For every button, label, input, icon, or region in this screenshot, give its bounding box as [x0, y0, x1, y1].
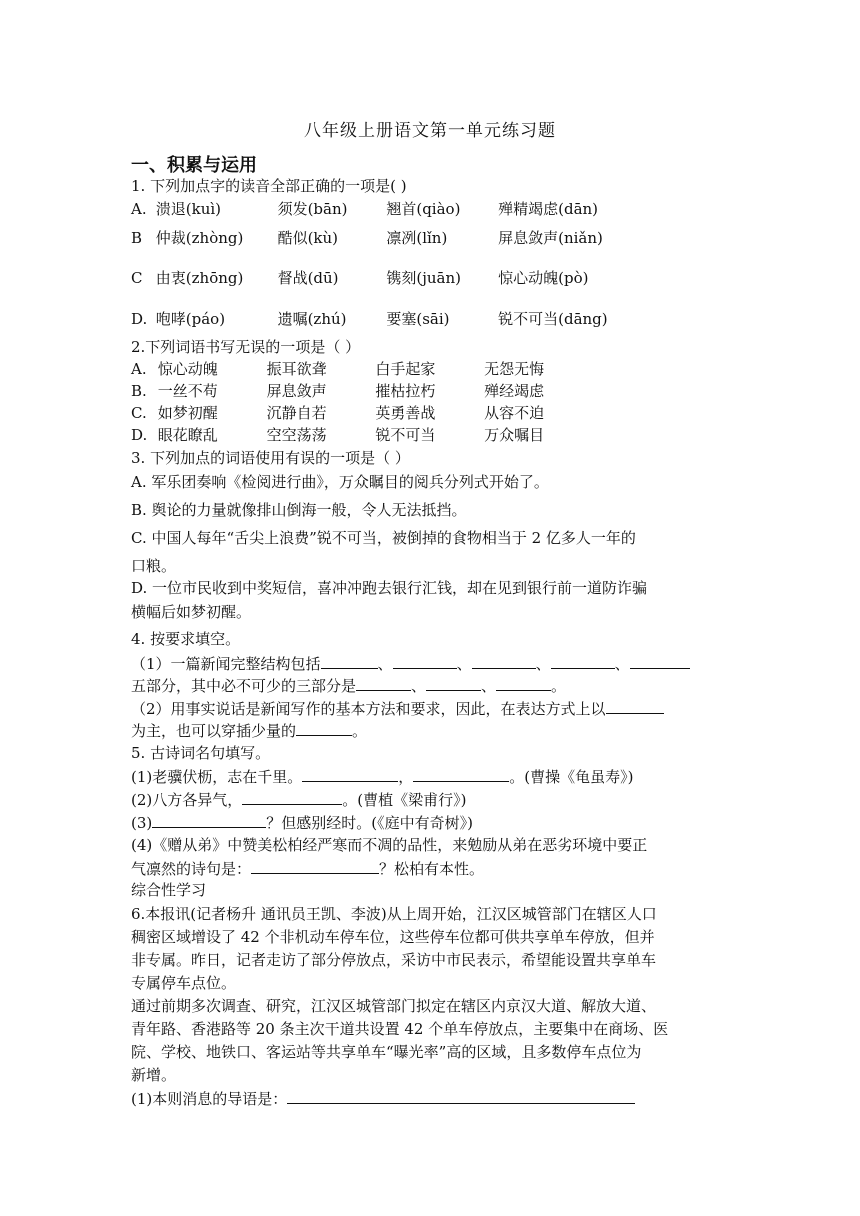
- option-item: 酷似(kù): [277, 229, 339, 247]
- option-item: 沉静自若: [266, 404, 327, 422]
- option-item: 从容不迫: [484, 404, 545, 422]
- option-item: 殚经竭虑: [484, 382, 545, 400]
- option-item: 咆哮(páo): [155, 310, 226, 328]
- section-heading: 一、积累与运用: [131, 155, 257, 176]
- q5-text: (3): [131, 814, 153, 832]
- option-item: 眼花瞭乱: [157, 426, 218, 444]
- option-item: 由衷(zhōng): [155, 269, 244, 287]
- option-item: 锐不可当: [375, 426, 436, 444]
- q4-text: 为主，也可以穿插少量的: [131, 722, 297, 740]
- q3-option-c: C. 中国人每年“舌尖上浪费”锐不可当，被倒掉的食物相当于 2 亿多人一年的: [131, 529, 636, 547]
- answer-blank[interactable]: [472, 652, 536, 669]
- option-item: 如梦初醒: [157, 404, 218, 422]
- q5-line4: (4)《赠从弟》中赞美松柏经严寒而不凋的品性，来勉励从弟在恶劣环境中要正: [131, 836, 648, 854]
- q5-text: 气凛然的诗句是：: [131, 860, 252, 878]
- option-label: D.: [131, 426, 148, 444]
- comp-paragraph-line: 专属停车点位。: [131, 974, 237, 992]
- q2-option-a: [131, 358, 544, 380]
- q3-option-b: B. 舆论的力量就像排山倒海一般，令人无法抵挡。: [131, 501, 467, 519]
- option-item: 锐不可当(dāng): [498, 310, 608, 328]
- q4-part1-cont: [131, 674, 566, 697]
- option-label: A.: [131, 360, 147, 378]
- comp-label: 综合性学习: [131, 881, 207, 899]
- q2-option-b: [131, 380, 544, 402]
- comp-q-text: (1)本则消息的导语是：: [131, 1090, 288, 1108]
- q4-text: （2）用事实说话是新闻写作的基本方法和要求，因此，在表达方式上以: [131, 700, 606, 718]
- option-item: 凛冽(lǐn): [386, 229, 448, 247]
- option-item: 摧枯拉朽: [375, 382, 436, 400]
- comp-paragraph-line: 稠密区域增设了 42 个非机动车停车位，这些停车位都可供共享单车停放，但并: [131, 928, 655, 946]
- q5-text: (2)八方各异气，: [131, 791, 243, 809]
- option-item: 一丝不苟: [157, 382, 218, 400]
- q5-stem: 5. 古诗词名句填写。: [131, 744, 271, 762]
- q3-stem: 3. 下列加点的词语使用有误的一项是（ ）: [131, 449, 410, 467]
- comp-paragraph-line: 青年路、香港路等 20 条主次干道共设置 42 个单车停放点，主要集中在商场、医: [131, 1020, 669, 1038]
- answer-blank[interactable]: [551, 652, 615, 669]
- q4-part2: [131, 697, 664, 720]
- option-item: 溃退(kuì): [155, 200, 222, 218]
- comp-paragraph-line: 非专属。昨日，记者走访了部分停放点，采访中市民表示，希望能设置共享单车: [131, 951, 657, 969]
- option-item: 要塞(sāi): [386, 310, 450, 328]
- q2-option-d: [131, 424, 544, 446]
- option-item: 屏息敛声(niǎn): [498, 229, 603, 247]
- q4-part1: [131, 652, 690, 675]
- q5-text: 。(曹操《龟虽寿》): [509, 768, 634, 786]
- q4-sep: 、: [456, 655, 472, 673]
- answer-blank[interactable]: [302, 765, 398, 782]
- page-title: 八年级上册语文第一单元练习题: [304, 121, 556, 141]
- option-item: 无怨无悔: [484, 360, 545, 378]
- answer-blank[interactable]: [287, 1087, 635, 1104]
- option-label: A.: [131, 200, 147, 218]
- option-label: C.: [131, 404, 147, 422]
- answer-blank[interactable]: [251, 857, 379, 874]
- option-item: 白手起家: [375, 360, 436, 378]
- answer-blank[interactable]: [356, 674, 411, 691]
- q5-line5: [131, 857, 484, 880]
- option-label: B: [131, 229, 143, 247]
- answer-blank[interactable]: [152, 811, 266, 828]
- q5-text: ，: [398, 768, 414, 786]
- answer-blank[interactable]: [296, 719, 352, 736]
- option-item: 遗嘱(zhú): [277, 310, 347, 328]
- q5-text: 。(曹植《梁甫行》): [342, 791, 467, 809]
- q4-sep: 、: [481, 677, 497, 695]
- option-item: 空空荡荡: [266, 426, 327, 444]
- option-item: 振耳欲聋: [266, 360, 327, 378]
- option-item: 督战(dū): [277, 269, 339, 287]
- q3-option-a: A. 军乐团奏响《检阅进行曲》，万众瞩目的阅兵分列式开始了。: [131, 473, 549, 491]
- q4-sep: 、: [535, 655, 551, 673]
- comp-paragraph-line: 通过前期多次调查、研究，江汉区城管部门拟定在辖区内京汉大道、解放大道、: [131, 997, 657, 1015]
- q1-stem: 1. 下列加点字的读音全部正确的一项是( ): [131, 177, 407, 195]
- option-item: 英勇善战: [375, 404, 436, 422]
- q4-sep: 、: [377, 655, 393, 673]
- q2-option-c: [131, 402, 544, 424]
- comp-paragraph-line: 新增。: [131, 1066, 177, 1084]
- q4-sep: 、: [614, 655, 630, 673]
- q4-end: 。: [551, 677, 567, 695]
- option-item: 翘首(qiào): [386, 200, 461, 218]
- answer-blank[interactable]: [606, 697, 664, 714]
- q1-option-a: [131, 198, 598, 220]
- option-label: B.: [131, 382, 147, 400]
- option-item: 屏息敛声: [266, 382, 327, 400]
- q4-text: （1）一篇新闻完整结构包括: [131, 655, 321, 673]
- option-item: 惊心动魄: [157, 360, 218, 378]
- q4-part2-cont: [131, 719, 367, 742]
- answer-blank[interactable]: [242, 788, 342, 805]
- answer-blank[interactable]: [496, 674, 551, 691]
- q1-option-d: [131, 308, 608, 330]
- option-label: D.: [131, 310, 148, 328]
- q1-option-b: [131, 227, 603, 249]
- q4-stem: 4. 按要求填空。: [131, 630, 241, 648]
- q5-line1: [131, 765, 633, 788]
- answer-blank[interactable]: [321, 652, 378, 669]
- q4-sep: 、: [411, 677, 427, 695]
- q4-text: 五部分，其中必不可少的三部分是: [131, 677, 357, 695]
- q3-option-d: D. 一位市民收到中奖短信，喜冲冲跑去银行汇钱，却在见到银行前一道防诈骗: [131, 579, 648, 597]
- q5-line2: [131, 788, 466, 811]
- q5-line3: [131, 811, 473, 834]
- comp-paragraph-line: 院、学校、地铁口、客运站等共享单车“曝光率”高的区域，且多数停车点位为: [131, 1043, 642, 1061]
- option-item: 万众嘱目: [484, 426, 545, 444]
- answer-blank[interactable]: [393, 652, 457, 669]
- q4-end: 。: [352, 722, 368, 740]
- q3-option-c-cont: 口粮。: [131, 557, 177, 575]
- comp-question-1: [131, 1087, 635, 1110]
- q5-text: ？松柏有本性。: [379, 860, 485, 878]
- option-item: 惊心动魄(pò): [498, 269, 589, 287]
- answer-blank[interactable]: [426, 674, 481, 691]
- answer-blank[interactable]: [413, 765, 509, 782]
- q5-text: (1)老骥伏枥，志在千里。: [131, 768, 303, 786]
- option-item: 仲裁(zhòng): [155, 229, 244, 247]
- q2-stem: 2.下列词语书写无误的一项是（ ）: [131, 338, 361, 356]
- option-item: 殚精竭虑(dān): [498, 200, 599, 218]
- answer-blank[interactable]: [630, 652, 690, 669]
- q1-option-c: [131, 267, 588, 289]
- option-item: 镌刻(juān): [386, 269, 461, 287]
- q5-text: ？但感别经时。(《庭中有奇树》): [266, 814, 473, 832]
- option-label: C: [131, 269, 143, 287]
- q3-option-d-cont: 横幅后如梦初醒。: [131, 603, 252, 621]
- comp-paragraph-line: 6.本报讯(记者杨升 通讯员王凯、李波)从上周开始，江汉区城管部门在辖区人口: [131, 905, 657, 923]
- option-item: 须发(bān): [277, 200, 348, 218]
